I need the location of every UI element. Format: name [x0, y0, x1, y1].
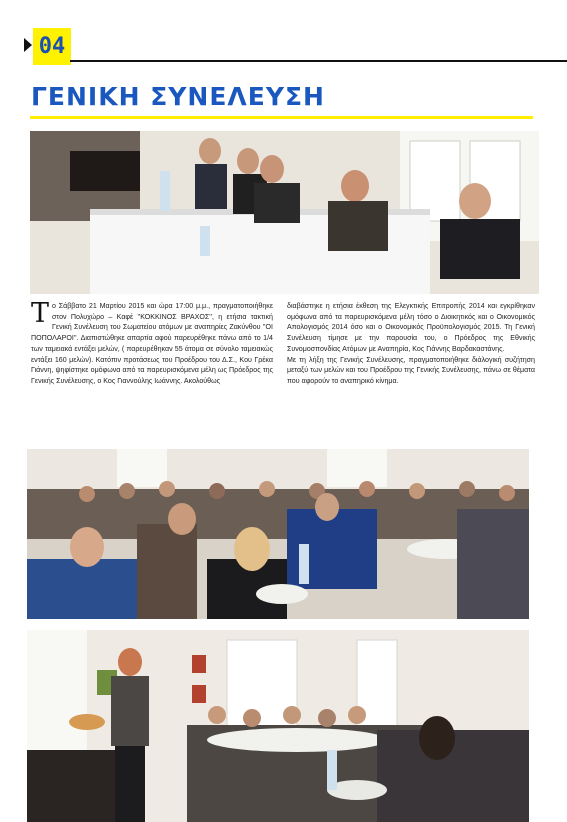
title-underline — [30, 116, 533, 119]
page-number: 04 — [33, 28, 71, 65]
article-paragraph: Με τη λήξη της Γενικής Συνέλευσης, πραγματοποιήθηκε διάλογική συζήτηση μεταξύ των μελών και του Προέδρου της Γενικής Συνέλευσης, πάνω σε θέματα που αφορούν το αναπηρικό κίνημα. — [287, 355, 535, 385]
article-paragraph: ο Σάββατο 21 Μαρτίου 2015 και ώρα 17:00 μ.μ., πραγματοποιήθηκε στον Πολυχώρο – Καφέ ''ΚΟΚΚΙΝΟΣ ΒΡΑΧΟΣ'', η ετήσια τακτική Γενική Συνέλευση του Σωματείου ατόμων με αναπηρίες Ζακύνθου ''ΟΙ ΠΟΠΟΛΑΡΟΙ''. Διαπιστώθηκε απαρτία αφού παρευρέθηκε πάνω από το 1/4 των ταμειακά εντάξει μελών, ( παρευρέθηκαν 55 άτομα σε σύνολο ταμειακώς εντάξει 160 μελών). Κατόπιν προτάσεως του Προέδρου του Δ.Σ., Κου Γρέκα Γιάννη, ψηφίστηκε ομόφωνα από τα παρευρισκόμενα μέλη ως Πρόεδρος της Γενικής Συνέλευσης, ο Κος Γιαννούλης Ιωάννης. Ακολούθως — [31, 302, 273, 385]
photo-audience — [27, 449, 529, 619]
dropcap-letter: Τ — [31, 298, 50, 329]
photo-head-table — [30, 131, 539, 294]
article-column-left — [31, 298, 273, 387]
photo-speaker — [27, 630, 529, 822]
header-rule — [70, 60, 567, 62]
article-column-right — [287, 301, 535, 387]
section-title: ΓΕΝΙΚΗ ΣΥΝΕΛΕΥΣΗ — [31, 82, 325, 111]
arrow-right-icon — [24, 38, 32, 52]
article-paragraph: διαβάστηκε η ετήσια έκθεση της Ελεγκτικής Επιτροπής 2014 και εγκρίθηκαν ομόφωνα από τα παρευρισκόμενα μέλη τόσο ο Διοικητικός και ο Οικονομικός Απολογισμός 2014 όσο και ο Οικονομικός Προϋπολογισμός 2015. Τη Γενική Συνέλευση τίμησε με την παρουσία του, ο Πρόεδρος της Εθνικής Συνομοσπονδίας Ατόμων με Αναπηρία, Κος Γιάννης Βαρδακαστάνης. — [287, 302, 535, 353]
